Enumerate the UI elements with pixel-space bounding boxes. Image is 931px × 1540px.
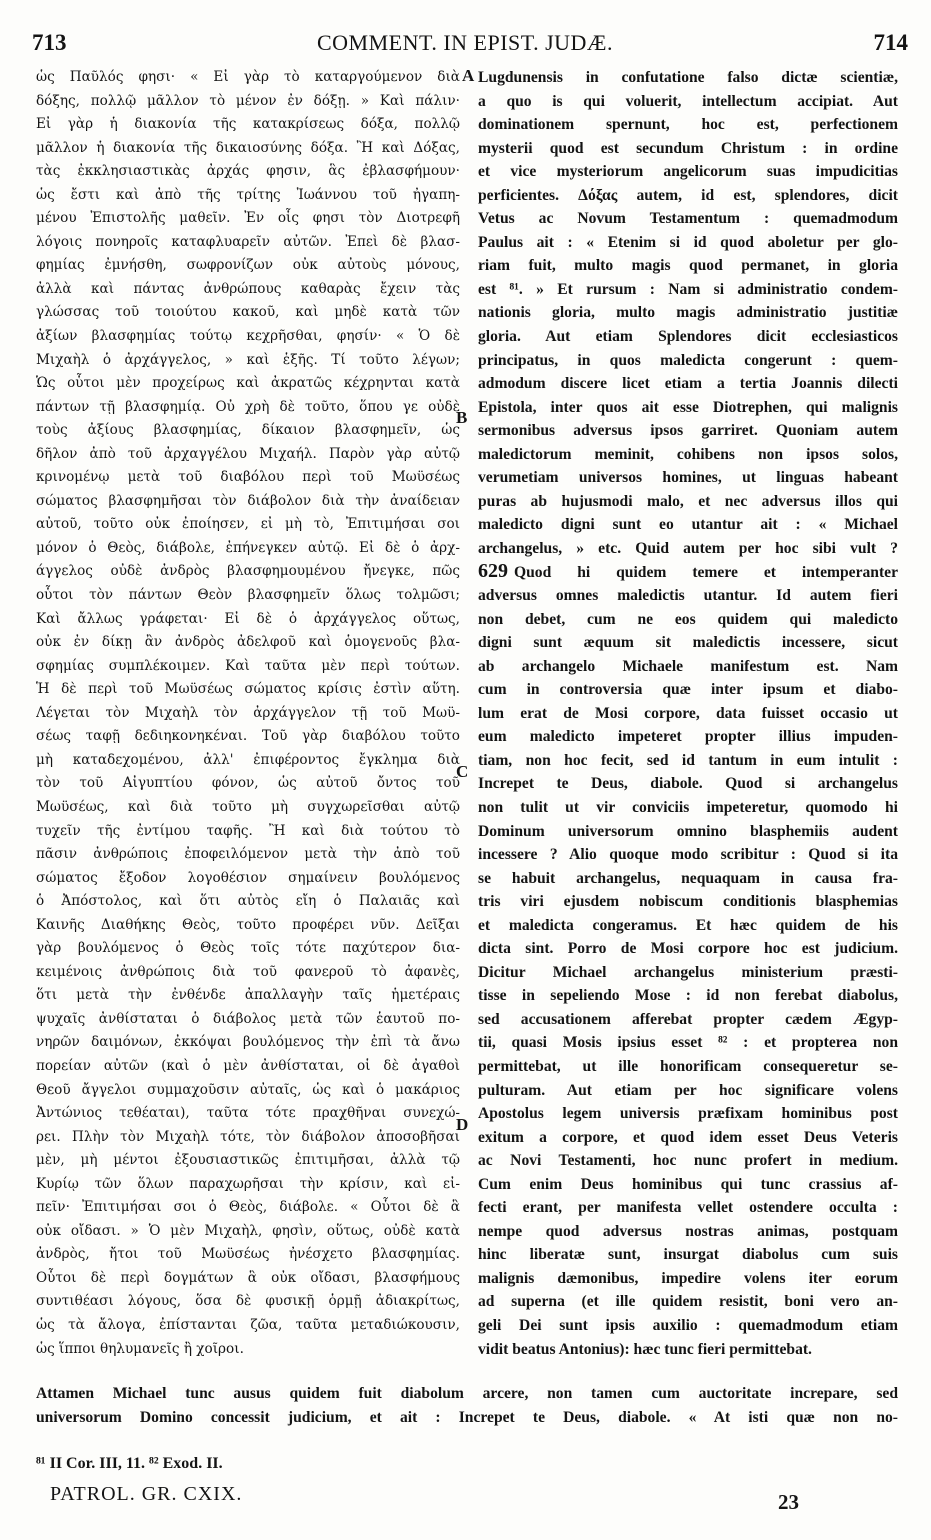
greek-line: άγγελος οὐδὲ ἀνδρὸς βλασφημουμένου ἤνεγκε, πῶς [36, 563, 460, 580]
full-width-line: Attamen Michael tunc ausus quidem fuit diabolum arcere, non tamen cum auctoritate increpare, sed [36, 1385, 898, 1402]
greek-line: δόξης, πολλῷ μᾶλλον τὸ μένον ἐν δόξῃ. » Καὶ πάλιν· [36, 92, 460, 109]
latin-line: exitum a corpore, et quod idem esset Deus Veteris [478, 1128, 898, 1146]
greek-line: κειμένοις ἀνθρώποις διὰ τοῦ φανεροῦ τὸ ἀφανὲς, [36, 963, 460, 980]
page-number-right: 714 [873, 30, 908, 55]
latin-line: Cum enim Deus hominibus qui tunc crassius af- [478, 1175, 898, 1193]
latin-line: non debet, cum ne eos quidem qui maledicto [478, 610, 898, 628]
greek-line: Θεοῦ ἄγγελοι συμμαχοῦσιν αὐταῖς, ὡς καὶ ὁ μακάριος [36, 1081, 460, 1098]
greek-line: Μιχαὴλ ὁ ἀρχάγγελος, » καὶ ἑξῆς. Τί τοῦτο λέγων; [36, 351, 460, 368]
latin-line [478, 560, 898, 584]
greek-line: γλώσσας τοῦ τοιούτου κακοῦ, καὶ μηδὲ κατὰ τῶν [36, 304, 460, 321]
greek-line: γὰρ βουλόμενος ὁ Θεὸς τοῖς τότε παχύτερον δια- [36, 940, 460, 957]
greek-line: λόγοις πονηροῖς καταφλυαρεῖν αὐτῶν. Ἐπεὶ δὲ βλασ- [36, 233, 460, 250]
latin-line: hinc liberatæ sunt, insurgat diabolus cum suis [478, 1246, 898, 1264]
greek-line: τυχεῖν τῆς ἐντίμου ταφῆς. Ἢ καὶ διὰ τούτου τὸ [36, 822, 460, 839]
greek-line: σώματος βλασφημῆσαι τὸν διάβολον διὰ τὴν ἀναίδειαν [36, 492, 460, 509]
latin-line: geli Dei sunt ipsis auxilio : quemadmodum etiam [478, 1316, 898, 1334]
latin-line: tisse in sepeliendo Mose : id non ferebat diabolus, [478, 987, 898, 1005]
latin-line: Dicitur Michael archangelus ministerium præsti- [478, 963, 898, 981]
greek-line: μᾶλλον ἡ διακονία τῆς δικαιοσύνης δόξα. Ἢ καὶ Δόξας, [36, 139, 460, 156]
latin-line: permittebat, ut ille honorificam consequeretur se- [478, 1057, 898, 1075]
greek-line: οὐκ ἐν δίκῃ ἂν ἀνδρὸς ἀδελφοῦ καὶ ὁμογενοῦς βλα- [36, 634, 460, 651]
greek-line: τοὺς ἀξίους βλασφημίας, δίκαιον βλασφημεῖν, ὡς [36, 422, 460, 439]
latin-line: riam fuit, multo magis quod permanet, in gloria [478, 257, 898, 275]
greek-line: πορείαν αὐτῶν (καὶ ὁ μὲν ἀνθίσταται, οἱ δὲ ἀγαθοὶ [36, 1057, 460, 1074]
latin-line: pulturam. Aut etiam per hoc significare volens [478, 1081, 898, 1099]
latin-line: vidit beatus Antonius): hæc tunc fieri permittebat. [478, 1340, 812, 1358]
latin-line: verumetiam universos homines, ut linguas habeant [478, 469, 898, 487]
latin-line: cum in controversia quæ inter ipsum et diabo- [478, 681, 898, 699]
greek-line: ὡς ἵπποι θηλυμανεῖς ἢ χοῖροι. [36, 1340, 244, 1357]
latin-line: Apostolus legem universis præfixam hominibus post [478, 1105, 898, 1123]
greek-line: ὡς Παῦλός φησι· « Εἰ γὰρ τὸ καταργούμενον διὰ [36, 69, 460, 85]
latin-line: principatus, in quos maledicta congerunt : quem- [478, 351, 898, 369]
latin-line: nempe quod adversus nostras animas, postquam [478, 1222, 898, 1240]
latin-line: sed accusationem afferebat propter cædem Ægyp- [478, 1010, 898, 1028]
footer-series-label: PATROL. GR. CXIX. [50, 1483, 243, 1505]
column-number: 629 [478, 560, 508, 583]
greek-line: Καινῆς Διαθήκης Θεὸς, τοῦτο προφέρει νῦν. Δεῖξαι [36, 916, 460, 933]
full-width-text [36, 1382, 898, 1429]
greek-line: ὅτι μετὰ τὴν ἐνθένδε ἀπαλλαγὴν ταῖς ἡμετέραις [36, 987, 460, 1004]
margin-letter-c: C [456, 762, 469, 781]
greek-line: κρινομένῳ μετὰ τοῦ διαβόλου περὶ τοῦ Μωϋσέως [36, 469, 460, 486]
greek-line: σέως ταφῇ δεδιηκονηκέναι. Τοῦ γὰρ διαβόλου τοῦτο [36, 728, 460, 745]
latin-line: mysterii quod est secundum Christum : in ordine [478, 139, 898, 157]
greek-column [36, 66, 460, 1361]
latin-line: se habuit archangelus, nequaquam in causa fra- [478, 869, 898, 887]
greek-line: ρει. Πλὴν τὸν Μιχαὴλ τότε, τὸν διάβολον ἀποσοβῆσαι [36, 1128, 460, 1145]
footer-signature-number: 23 [778, 1490, 799, 1514]
latin-line: ab archangelo Michaele manifestum est. Nam [478, 657, 898, 675]
greek-line: Μωϋσέως, καὶ διὰ τοῦτο μὴ συγχωρεῖσθαι αὐτῷ [36, 798, 460, 815]
page-number-left: 713 [32, 30, 67, 55]
greek-line: οὗτοι τὸν πάντων Θεὸν βλασφημεῖν ὅλως τολμῶσι; [36, 587, 460, 604]
full-width-line: universorum Domino concessit judicium, et ait : Increpet te Deus, diabole. « At isti quæ non no- [36, 1408, 898, 1426]
latin-line: maledicto digni sunt eo utantur ait : « Michael [478, 516, 898, 534]
greek-line: μένου Ἐπιστολῆς μαθεῖν. Ἐν οἷς φησι τὸν Διοτρεφῆ [36, 210, 460, 227]
greek-line: μὲν, μὴ μέντοι ἐξουσιαστικῶς ἐπιτιμῆσαι, ἀλλὰ τῷ [36, 1152, 460, 1169]
latin-line: Epistola, inter quos ait esse Diotrephen, qui malignis [478, 398, 898, 416]
greek-line: Ἀντώνιος τεθέαται), ταῦτα τότε πραχθῆναι συνεχώ- [36, 1105, 460, 1122]
latin-line: Paulus ait : « Etenim si id quod aboletur per glo- [478, 233, 898, 251]
latin-line: sermonibus adversus ipsos garriret. Quoniam autem [478, 422, 898, 440]
latin-line: tii, quasi Mosis ipsius esset ⁸² : et propterea non [478, 1034, 898, 1052]
greek-line: Οὗτοι δὲ περὶ δογμάτων ἃ οὐκ οἴδασι, βλασφήμους [36, 1269, 460, 1286]
latin-line: perficientes. Δόξας autem, id est, splendores, dicit [478, 186, 898, 204]
running-title: COMMENT. IN EPIST. JUDÆ. [317, 30, 613, 55]
greek-line: πᾶσιν ἀνθρώποις ἐποφειλόμενον μετὰ τὴν ἀπὸ τοῦ [36, 846, 460, 863]
greek-line: δῆλον ἀπὸ τοῦ ἀρχαγγέλου Μιχαήλ. Παρὸν γὰρ αὐτῷ [36, 445, 460, 462]
greek-line: φημίας ἐμνήσθη, σωφρονίζων οὐκ αὐτοὺς μόνους, [36, 257, 460, 274]
latin-line: maledictorum meminit, cohibens non ipsos solos, [478, 445, 898, 463]
latin-line: Dominum universorum omnino blasphemiis audent [478, 822, 898, 840]
latin-line: puras ab hujusmodi malo, et nec adversus illos qui [478, 492, 898, 510]
greek-line: Κυρίῳ τῶν ὅλων παραχωρῆσαι τὴν κρίσιν, καὶ εἰ- [36, 1175, 460, 1192]
latin-column [478, 66, 898, 1361]
greek-line: ὡς ἔστι καὶ ἀπὸ τῆς τρίτης Ἰωάννου τοῦ ἠγαπη- [36, 186, 460, 203]
latin-line: eum maledicto impeteret propter illius impuden- [478, 728, 898, 746]
page-header [22, 30, 908, 66]
latin-line: digni sunt æquum sit maledictis incessere, sicut [478, 634, 898, 652]
margin-letter-d: D [456, 1115, 469, 1134]
greek-line: μὴ καταδεχομένου, ἀλλ' ἐπιφέροντος ἔγκλημα διὰ [36, 751, 460, 768]
latin-line: dicta sint. Porro de Mosi corpore hoc est judicium. [478, 940, 898, 958]
latin-line: malignis dæmonibus, impedire volens iter eorum [478, 1269, 898, 1287]
latin-line: lum erat de Mosi corpore, data fuisset occasio ut [478, 704, 898, 722]
greek-line: Εἰ γὰρ ἡ διακονία τῆς κατακρίσεως δόξα, πολλῷ [36, 116, 460, 133]
footnotes: ⁸¹ II Cor. III, 11. ⁸² Exod. II. [36, 1455, 223, 1472]
greek-line: Καὶ ἄλλως γράφεται· Εἰ δὲ ὁ ἀρχάγγελος οὕτως, [36, 610, 460, 627]
greek-line: συντιθέασι λόγους, ὅσα δὲ φυσικῇ ὁρμῇ ἀδιακρίτως, [36, 1293, 460, 1310]
greek-line: Ἡ δὲ περὶ τοῦ Μωϋσέως σώματος κρίσις ἐστὶν αὕτη. [36, 681, 460, 698]
latin-line: fecti erant, per manifesta vellet ostendere occulta : [478, 1199, 898, 1217]
greek-line: Ὡς οὗτοι μὲν προχείρως καὶ ἀκρατῶς κέχρηνται κατὰ [36, 375, 460, 392]
greek-line: οὐκ οἴδασι. » Ὁ μὲν Μιχαὴλ, φησὶν, οὕτως, οὐδὲ κατὰ [36, 1222, 460, 1239]
greek-line: ὁ Ἀπόστολος, καὶ ὅτι αὐτὸς εἴη ὁ Παλαιᾶς καὶ [36, 893, 460, 910]
greek-line: ὡς τὰ ἄλογα, ἐπίστανται ζῶα, ταῦτα μεταδιώκουσιν, [36, 1316, 460, 1333]
latin-line: admodum discere licet etiam a tertia Joannis dilecti [478, 375, 898, 393]
latin-line: Increpet te Deus, diabole. Quod si archangelus [478, 775, 898, 793]
greek-line: νηρῶν δαιμόνων, ἐκκόψαι βουλόμενος τὴν ἐπὶ τὰ ἄνω [36, 1034, 460, 1051]
greek-line: ἀλλὰ καὶ πάντας ἀνθρώπους καθαρὰς ἔχειν τὰς [36, 280, 460, 297]
greek-line: πάντων τῇ βλασφημίᾳ. Οὐ χρὴ δὲ τοῦτο, ὅπου γε οὐδὲ [36, 398, 460, 415]
latin-line: adversus omnes maledictis utantur. Id autem fieri [478, 587, 898, 605]
latin-line: tris viri ejusdem nobiscum conditionis blasphemias [478, 893, 898, 911]
greek-line: σφημίας συμπλέκοιμεν. Καὶ ταῦτα μὲν περὶ τούτων. [36, 657, 460, 674]
greek-line: τὸν τοῦ Αἰγυπτίου φόνον, ὡς αὐτοῦ ὄντος τοῦ [36, 775, 460, 792]
line-text: Quod hi quidem temere et intemperanter [514, 564, 898, 582]
greek-line: μόνον ὁ Θεὸς, διάβολε, ἐπήνεγκεν αὐτῷ. Εἰ δὲ ὁ ἀρχ- [36, 539, 460, 556]
latin-line: ad superna (et ille quidem resistit, boni vero an- [478, 1293, 898, 1311]
greek-line: σώματος ἔξοδον λογοθέσιον σημαίνειν βουλόμενος [36, 869, 460, 886]
latin-line: tiam, non hoc fecit, sed id tantum in eum intulit : [478, 751, 898, 769]
margin-letter-a: A [462, 66, 475, 85]
greek-line: ἀνδρὸς, ἤτοι τοῦ Μωϋσέως ἠνέσχετο βλασφημίας. [36, 1246, 460, 1263]
latin-line: est ⁸¹. » Et rursum : Nam si administratio condem- [478, 280, 898, 298]
latin-line: incessere ? Alio quoque modo scribitur : Quod si ita [478, 846, 898, 864]
latin-line: Vetus ac Novum Testamentum : quemadmodum [478, 210, 898, 228]
greek-line: ψυχαῖς ἀνθίσταται ὁ διάβολος μετὰ τῶν ἑαυτοῦ πο- [36, 1010, 460, 1027]
latin-line: Lugdunensis in confutatione falso dictæ scientiæ, [478, 69, 898, 86]
latin-line: ac Novi Testamenti, hoc nunc profert in medium. [478, 1152, 898, 1170]
latin-line: archangelus, » etc. Quid autem per hoc sibi vult ? [478, 539, 898, 557]
greek-line: Λέγεται τὸν Μιχαὴλ τὸν ἀρχάγγελον τῇ τοῦ Μωϋ- [36, 704, 460, 721]
greek-line: ἀξίων βλασφημίας τούτῳ κεχρῆσθαι, φησίν· « Ὁ δὲ [36, 328, 460, 345]
greek-line: αὐτοῦ, τοῦτο οὐκ ἐποίησεν, εἰ μὴ τὸ, Ἐπιτιμήσαι σοι [36, 516, 460, 533]
latin-line: et vice mysteriorum angelicorum suas impudicitias [478, 163, 898, 181]
latin-line: nationis gloria, multo magis administratio justitiæ [478, 304, 898, 322]
greek-line: τὰς ἐκκλησιαστικὰς ἀρχάς φησιν, ἃς ἐβλασφήμουν· [36, 163, 460, 180]
latin-line: gloria. Aut etiam Splendores dicit ecclesiasticos [478, 328, 898, 346]
latin-line: non tulit ut vir conviciis impeteretur, quomodo hi [478, 798, 898, 816]
latin-line: dominationem spernunt, hoc est, perfectionem [478, 116, 898, 134]
latin-line: et maledicta congeramus. Et hæc quidem de his [478, 916, 898, 934]
margin-letter-b: B [456, 408, 468, 427]
greek-line: πεῖν· Ἐπιτιμήσαι σοι ὁ Θεὸς, διάβολε. « Οὗτοι δὲ ἃ [36, 1199, 460, 1216]
latin-line: a quo is qui voluerit, intellectum accipiat. Aut [478, 92, 898, 110]
